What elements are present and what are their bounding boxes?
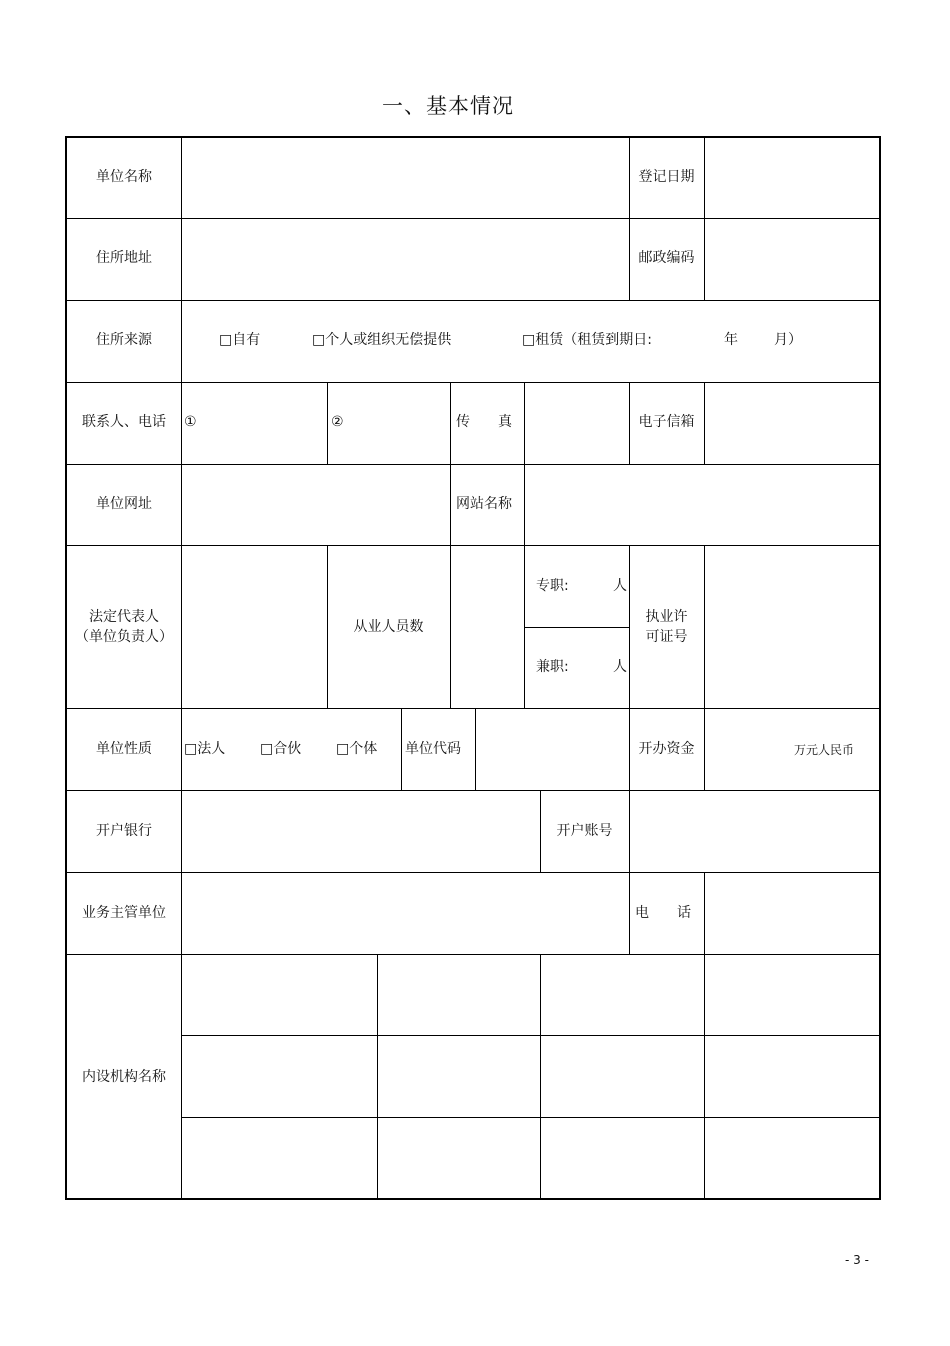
account-label: 开户账号 — [556, 823, 613, 839]
nature-legal-checkbox[interactable]: □法人 — [184, 741, 226, 757]
column-divider — [524, 464, 525, 545]
column-divider — [704, 545, 705, 708]
capital-label: 开办资金 — [638, 741, 695, 757]
parttime-label: 兼职: — [536, 659, 569, 675]
postcode-label: 邮政编码 — [638, 250, 695, 266]
supervisor-label: 业务主管单位 — [82, 905, 166, 921]
column-divider — [704, 382, 705, 464]
row-divider — [67, 872, 879, 873]
column-divider — [181, 138, 182, 1198]
column-divider — [704, 708, 705, 790]
column-divider — [629, 545, 630, 708]
site-name-label: 网站名称 — [456, 496, 512, 512]
column-divider — [704, 872, 705, 954]
column-divider — [629, 790, 630, 872]
source-lease-checkbox[interactable]: □租赁（租赁到期日: — [522, 332, 652, 348]
contact-2-marker: ② — [331, 414, 344, 430]
row-divider — [67, 545, 879, 546]
row-divider — [524, 627, 629, 628]
page-number: - 3 - — [845, 1253, 869, 1267]
license-sub-label: 可证号 — [645, 629, 688, 645]
column-divider — [377, 954, 378, 1198]
nature-label: 单位性质 — [96, 741, 152, 757]
row-divider — [67, 382, 879, 383]
contact-phone-label: 联系人、电话 — [82, 414, 166, 430]
column-divider — [629, 138, 630, 300]
unit-name-label: 单位名称 — [96, 169, 152, 185]
column-divider — [704, 138, 705, 300]
lease-month-label: 月） — [774, 332, 802, 348]
source-own-checkbox[interactable]: □自有 — [219, 332, 261, 348]
nature-individual-checkbox[interactable]: □个体 — [336, 741, 378, 757]
column-divider — [450, 382, 451, 464]
nature-partner-checkbox[interactable]: □合伙 — [260, 741, 302, 757]
row-divider — [67, 464, 879, 465]
basic-info-table — [65, 136, 881, 1200]
column-divider — [450, 545, 451, 708]
page-title: 一、基本情况 — [382, 94, 514, 118]
internal-org-label: 内设机构名称 — [82, 1069, 166, 1085]
row-divider — [181, 1117, 879, 1118]
reg-date-label: 登记日期 — [638, 169, 695, 185]
column-divider — [401, 708, 402, 790]
row-divider — [67, 790, 879, 791]
address-label: 住所地址 — [96, 250, 152, 266]
row-divider — [181, 1035, 879, 1036]
legal-rep-label: 法定代表人 — [89, 609, 159, 625]
contact-1-marker: ① — [184, 414, 197, 430]
row-divider — [67, 954, 879, 955]
column-divider — [704, 954, 705, 1198]
row-divider — [67, 218, 879, 219]
phone-label: 电 话 — [635, 905, 691, 921]
website-label: 单位网址 — [96, 496, 152, 512]
column-divider — [450, 464, 451, 545]
column-divider — [629, 872, 630, 954]
address-source-label: 住所来源 — [96, 332, 152, 348]
column-divider — [475, 708, 476, 790]
fax-label: 传 真 — [456, 414, 512, 430]
source-provided-checkbox[interactable]: □个人或组织无偿提供 — [312, 332, 452, 348]
lease-year-label: 年 — [724, 332, 738, 348]
staff-count-label: 从业人员数 — [353, 619, 424, 635]
fulltime-unit: 人 — [613, 578, 627, 594]
legal-rep-sub-label: （单位负责人） — [75, 629, 173, 645]
row-divider — [67, 300, 879, 301]
column-divider — [540, 954, 541, 1198]
parttime-unit: 人 — [613, 659, 627, 675]
bank-label: 开户银行 — [96, 823, 152, 839]
column-divider — [524, 545, 525, 708]
capital-unit: 万元人民币 — [794, 743, 855, 757]
fulltime-label: 专职: — [536, 578, 569, 594]
unit-code-label: 单位代码 — [405, 741, 461, 757]
column-divider — [327, 382, 328, 464]
row-divider — [67, 708, 879, 709]
email-label: 电子信箱 — [638, 414, 695, 430]
license-label: 执业许 — [645, 609, 688, 625]
column-divider — [524, 382, 525, 464]
